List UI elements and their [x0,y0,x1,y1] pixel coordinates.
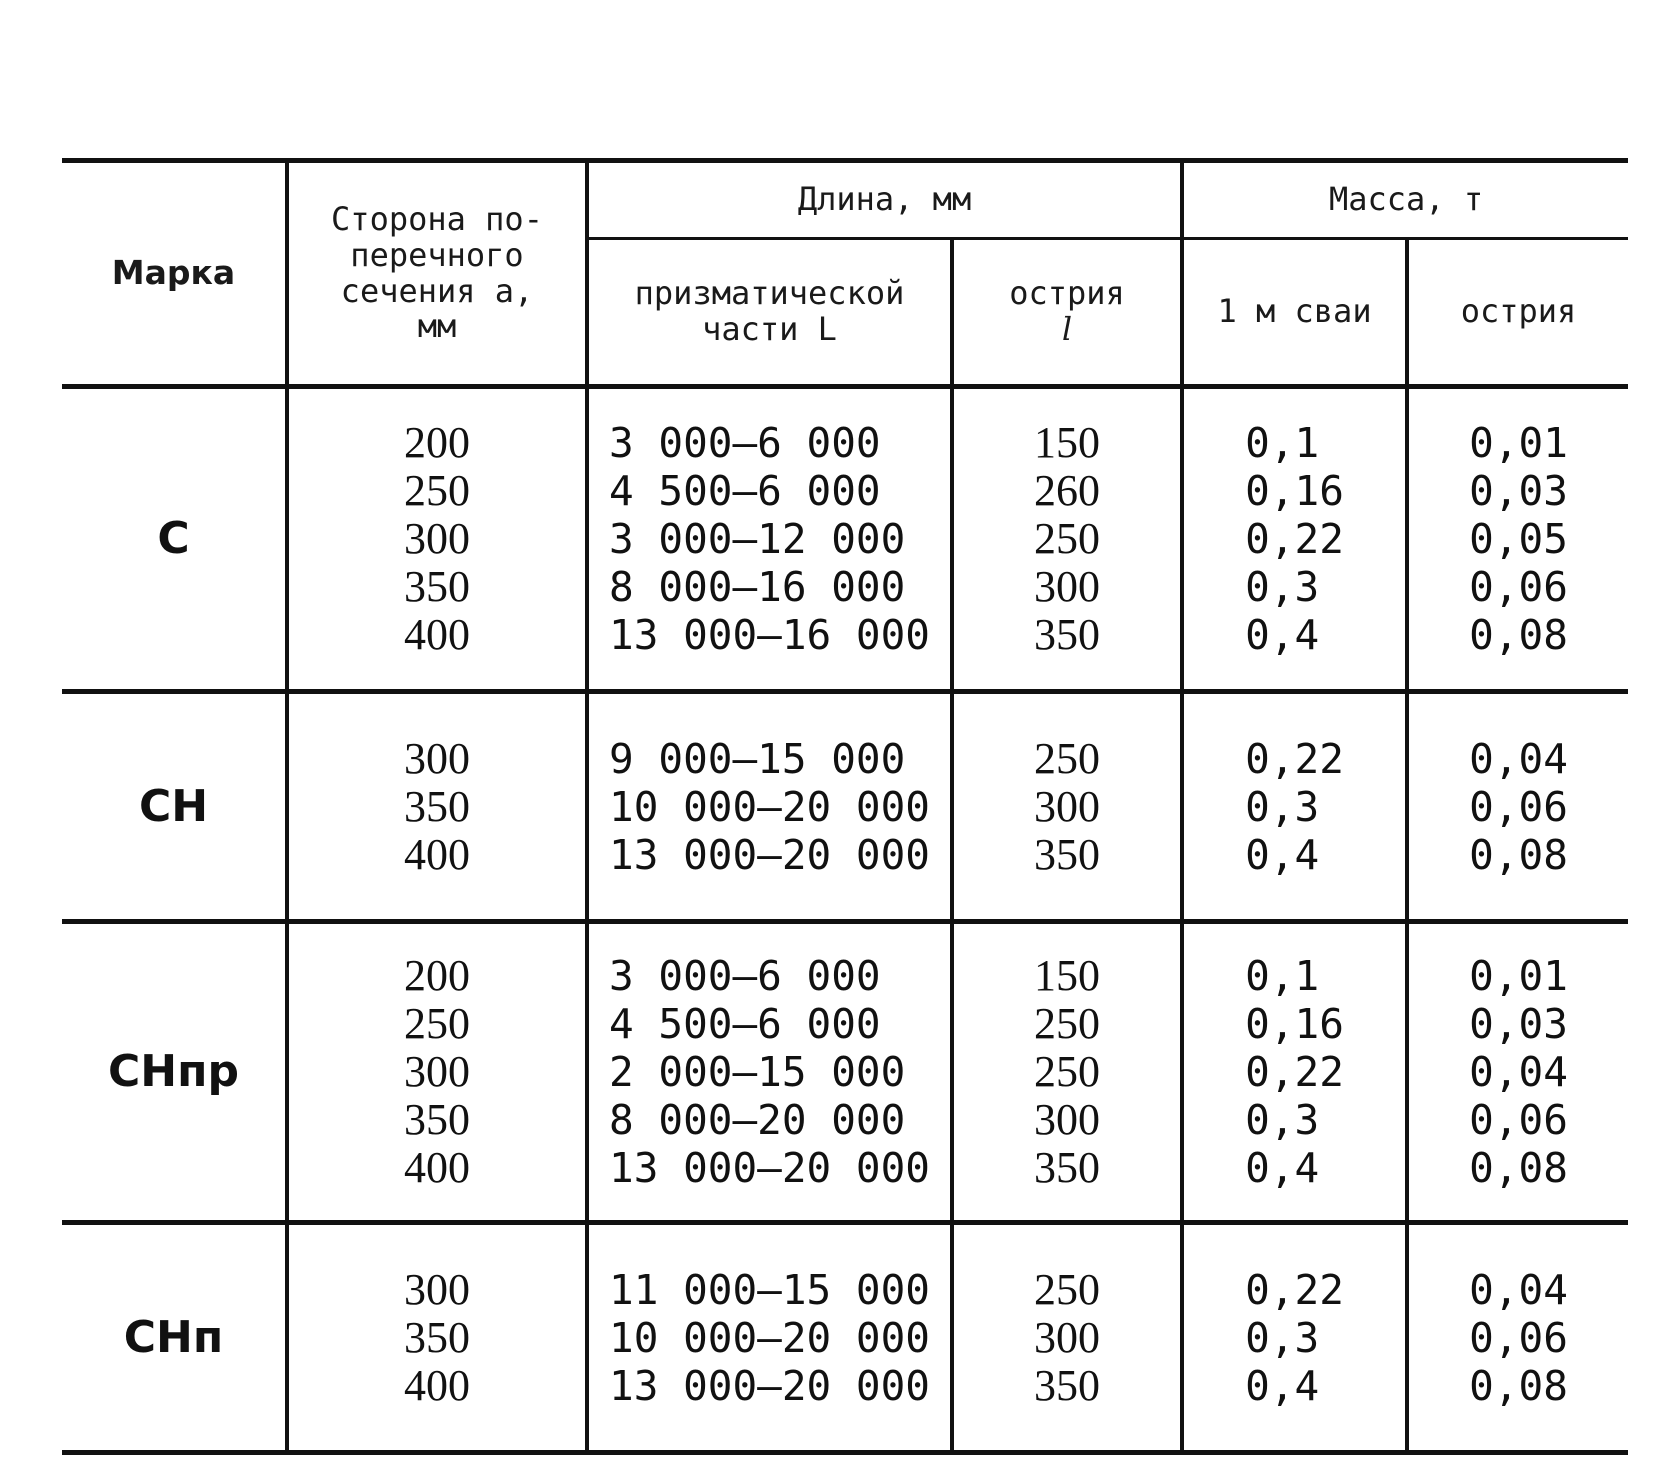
tip-length-cell [952,922,1182,1223]
cell-value: 150 [1034,951,1100,1000]
cell-value: 250 [404,999,470,1048]
table-row [62,387,1628,692]
header-mark: Марка [62,161,287,387]
cell-value: 0,04 [1469,1048,1568,1096]
cell-value: 0,3 [1245,563,1320,611]
cell-lines [1469,952,1568,1192]
cell-value: 0,01 [1469,419,1568,467]
cell-lines [289,419,585,659]
cell-value: 0,03 [1469,467,1568,515]
cell-value: 0,22 [1245,515,1344,563]
cell-value: 0,4 [1245,1361,1320,1410]
cell-value: 250 [1034,733,1100,783]
cell-value: 0,05 [1469,515,1568,563]
cell-value: 400 [404,829,470,879]
cell-value: 250 [1034,1264,1100,1314]
cell-value: 0,22 [1245,1048,1344,1096]
mass-tip-cell [1407,692,1628,922]
pile-specification-table [62,158,1628,1455]
cell-value: 350 [404,781,470,831]
tip-length-cell [952,692,1182,922]
cell-lines [1469,735,1568,879]
cell-lines [289,1266,585,1410]
cell-value: 13 000—20 000 [609,1144,930,1192]
header-length-group: Длина, мм [587,161,1182,239]
cell-value: 0,04 [1469,1265,1568,1314]
cell-value: 250 [1034,514,1100,563]
mass-per-m-cell [1182,692,1407,922]
header-prism [587,239,952,387]
header-prism-line: призматической [634,274,905,313]
side-cell [287,692,587,922]
pile-table-wrapper [62,158,1628,1455]
cell-value: 300 [404,1047,470,1096]
cell-lines [1469,1266,1568,1410]
cell-value: 0,16 [1245,1000,1344,1048]
mass-per-m-cell [1182,387,1407,692]
cell-value: 0,1 [1245,419,1320,467]
mark-cell: С [62,387,287,692]
cell-value: 9 000—15 000 [609,734,906,783]
cell-value: 3 000—12 000 [609,515,906,563]
cell-value: 3 000—6 000 [609,952,881,1000]
table-body [62,387,1628,1453]
cell-value: 0,16 [1245,467,1344,515]
side-cell [287,387,587,692]
cell-value: 10 000—20 000 [609,1313,930,1362]
header-side-line: перечного [350,235,524,274]
mark-cell: СНпр [62,922,287,1223]
header-side [287,161,587,387]
cell-value: 260 [1034,466,1100,515]
cell-value: 0,1 [1245,952,1320,1000]
header-mass-group: Масса, т [1182,161,1628,239]
cell-lines [1245,952,1344,1192]
header-tip-line: l [1061,310,1073,348]
cell-value: 0,08 [1469,830,1568,879]
cell-value: 0,06 [1469,782,1568,831]
mass-per-m-cell [1182,1223,1407,1453]
cell-lines [954,952,1180,1192]
cell-value: 350 [404,1312,470,1362]
prism-length-cell [587,387,952,692]
cell-value: 0,04 [1469,734,1568,783]
cell-value: 300 [1034,1095,1100,1144]
cell-lines [609,952,930,1192]
cell-value: 0,08 [1469,611,1568,659]
cell-lines [954,735,1180,879]
header-side-line: мм [417,307,457,346]
cell-value: 0,01 [1469,952,1568,1000]
mark-cell: СН [62,692,287,922]
cell-lines [954,419,1180,659]
cell-value: 350 [404,1095,470,1144]
cell-value: 0,4 [1245,1144,1320,1192]
cell-value: 350 [1034,1360,1100,1410]
cell-value: 8 000—16 000 [609,563,906,611]
cell-lines [609,735,930,879]
cell-value: 8 000—20 000 [609,1096,906,1144]
cell-value: 400 [404,610,470,659]
mass-tip-cell [1407,1223,1628,1453]
cell-value: 300 [404,1264,470,1314]
cell-value: 0,22 [1245,734,1344,783]
cell-lines [609,419,930,659]
tip-length-cell [952,1223,1182,1453]
table-row [62,692,1628,922]
mass-tip-cell [1407,922,1628,1223]
header-tip-line: острия [1009,274,1125,313]
cell-value: 0,3 [1245,1313,1320,1362]
cell-value: 13 000—16 000 [609,611,930,659]
cell-value: 300 [1034,781,1100,831]
cell-value: 350 [1034,610,1100,659]
cell-value: 0,3 [1245,1096,1320,1144]
cell-lines [1245,735,1344,879]
cell-value: 200 [404,418,470,467]
cell-value: 13 000—20 000 [609,1361,930,1410]
cell-value: 0,06 [1469,1096,1568,1144]
cell-value: 4 500—6 000 [609,1000,881,1048]
cell-value: 300 [1034,1312,1100,1362]
cell-value: 300 [404,514,470,563]
header-mass-tip: острия [1407,239,1628,387]
cell-value: 0,08 [1469,1144,1568,1192]
cell-value: 250 [404,466,470,515]
cell-value: 0,08 [1469,1361,1568,1410]
cell-value: 13 000—20 000 [609,830,930,879]
prism-length-cell [587,922,952,1223]
side-cell [287,1223,587,1453]
header-side-line: Сторона по- [331,199,543,238]
cell-lines [1469,419,1568,659]
header-mass-per-m: 1 м сваи [1182,239,1407,387]
cell-value: 400 [404,1143,470,1192]
cell-value: 0,22 [1245,1265,1344,1314]
cell-lines [1245,1266,1344,1410]
cell-lines [1245,419,1344,659]
header-prism-line: части L [702,310,837,348]
cell-lines [609,1266,930,1410]
table-row [62,1223,1628,1453]
prism-length-cell [587,692,952,922]
cell-value: 250 [1034,1047,1100,1096]
cell-value: 3 000—6 000 [609,419,881,467]
cell-value: 300 [1034,562,1100,611]
header-side-line: сечения a, [340,271,534,310]
cell-value: 0,4 [1245,611,1320,659]
cell-value: 200 [404,951,470,1000]
cell-value: 4 500—6 000 [609,467,881,515]
header-tip-length [952,239,1182,387]
table-header [62,161,1628,387]
cell-value: 0,3 [1245,782,1320,831]
mass-per-m-cell [1182,922,1407,1223]
cell-value: 10 000—20 000 [609,782,930,831]
cell-value: 400 [404,1360,470,1410]
cell-lines [954,1266,1180,1410]
cell-value: 0,03 [1469,1000,1568,1048]
table-row [62,922,1628,1223]
tip-length-cell [952,387,1182,692]
cell-value: 0,06 [1469,563,1568,611]
cell-value: 11 000—15 000 [609,1265,930,1314]
cell-value: 2 000—15 000 [609,1048,906,1096]
cell-value: 250 [1034,999,1100,1048]
mass-tip-cell [1407,387,1628,692]
prism-length-cell [587,1223,952,1453]
cell-value: 350 [1034,1143,1100,1192]
cell-value: 300 [404,733,470,783]
mark-cell: СНп [62,1223,287,1453]
cell-lines [289,735,585,879]
cell-lines [289,952,585,1192]
cell-value: 0,06 [1469,1313,1568,1362]
side-cell [287,922,587,1223]
cell-value: 350 [1034,829,1100,879]
cell-value: 0,4 [1245,830,1320,879]
cell-value: 350 [404,562,470,611]
cell-value: 150 [1034,418,1100,467]
